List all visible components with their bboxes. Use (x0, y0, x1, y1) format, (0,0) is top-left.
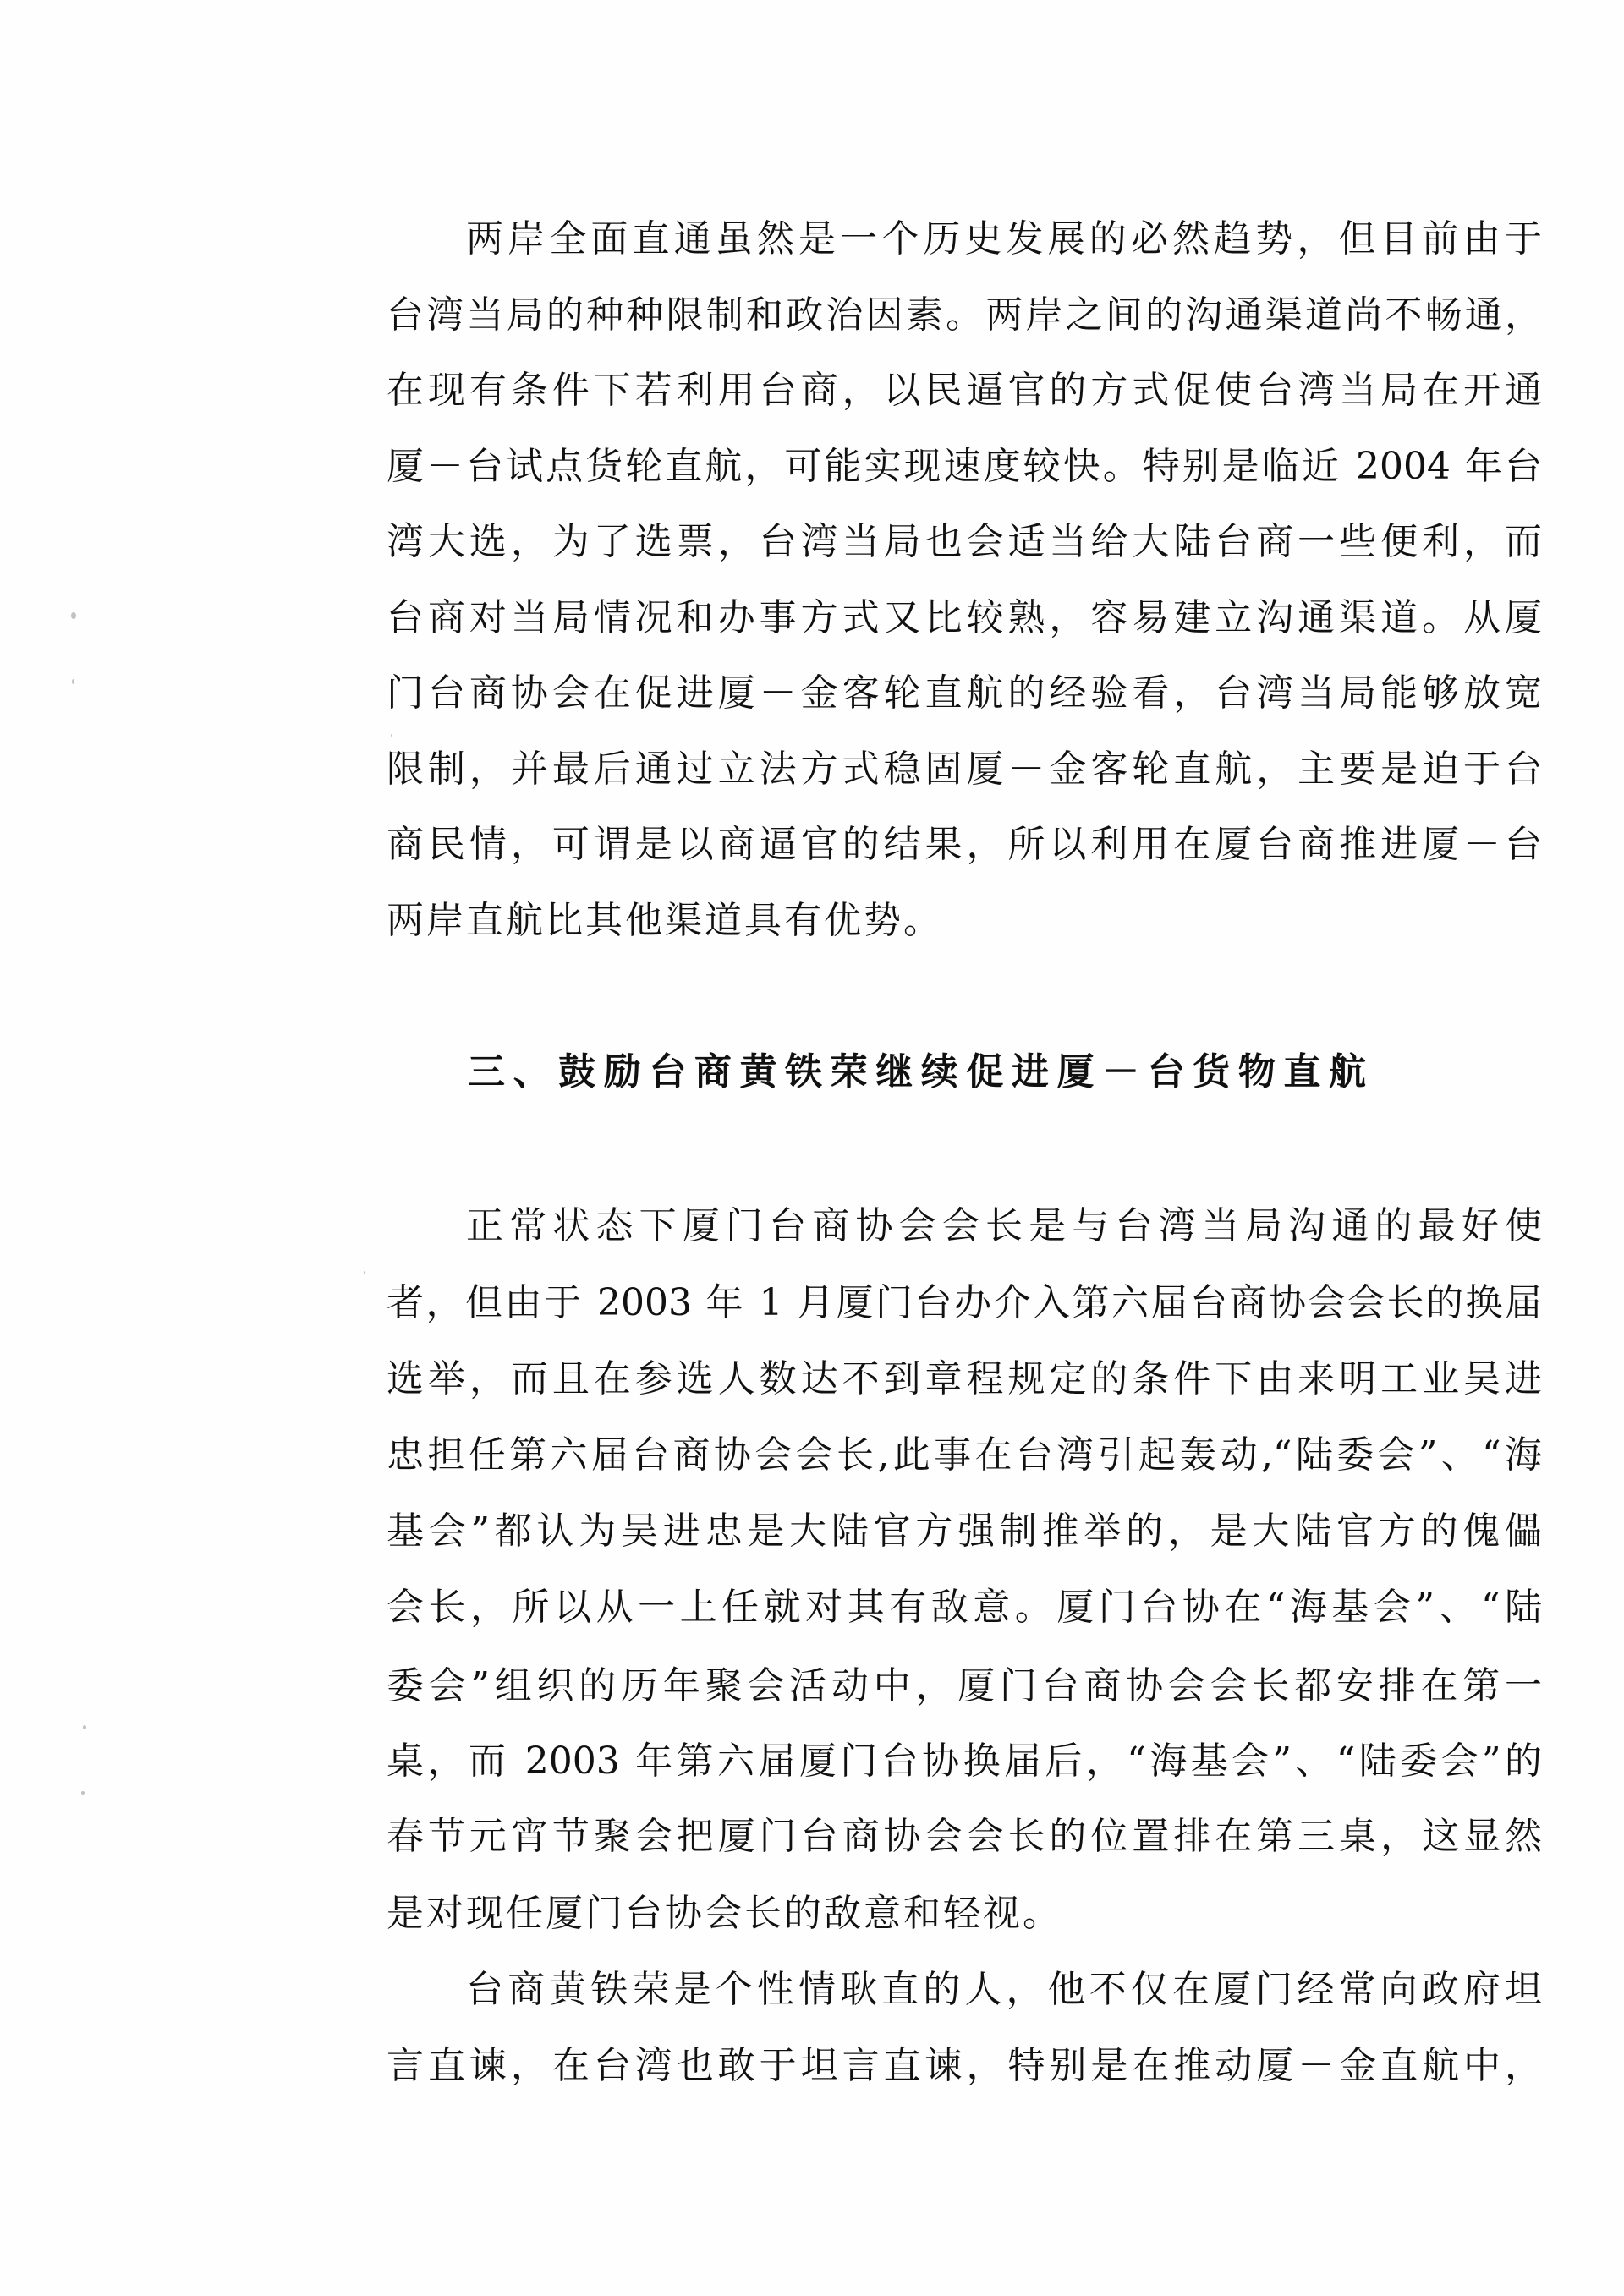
text-line: 桌，而 2003 年第六届厦门台协换届后，“海基会”、“陆委会”的 (387, 1740, 1542, 1783)
scan-speck (71, 612, 76, 619)
scan-speck (72, 679, 74, 684)
text-line: 两岸直航比其他渠道具有优势。 (387, 899, 943, 942)
scan-speck (81, 1791, 85, 1795)
text-line: 基会”都认为吴进忠是大陆官方强制推举的，是大陆官方的傀儡 (387, 1510, 1542, 1553)
text-line: 者，但由于 2003 年 1 月厦门台办介入第六届台商协会会长的换届 (387, 1281, 1542, 1324)
scan-speck (391, 734, 392, 737)
text-line: 是对现任厦门台协会长的敌意和轻视。 (387, 1892, 1062, 1935)
text-line: 两岸全面直通虽然是一个历史发展的必然趋势，但目前由于 (466, 217, 1542, 260)
scan-speck (83, 1725, 86, 1729)
section-heading: 三、鼓励台商黄铁荣继续促进厦－台货物直航 (468, 1050, 1366, 1093)
text-line: 台湾当局的种种限制和政治因素。两岸之间的沟通渠道尚不畅通， (387, 293, 1542, 337)
text-line: 限制，并最后通过立法方式稳固厦－金客轮直航，主要是迫于台 (387, 748, 1542, 791)
text-line: 正常状态下厦门台商协会会长是与台湾当局沟通的最好使 (466, 1204, 1542, 1247)
text-line: 门台商协会在促进厦－金客轮直航的经验看，台湾当局能够放宽 (387, 671, 1542, 715)
text-line: 委会”组织的历年聚会活动中，厦门台商协会会长都安排在第一 (387, 1664, 1542, 1707)
text-line: 言直谏，在台湾也敢于坦言直谏，特别是在推动厦－金直航中， (387, 2044, 1542, 2087)
scan-speck (364, 1271, 365, 1274)
text-line: 台商黄铁荣是个性情耿直的人，他不仅在厦门经常向政府坦 (466, 1968, 1542, 2011)
text-line: 选举，而且在参选人数达不到章程规定的条件下由来明工业吴进 (387, 1357, 1542, 1400)
text-line: 在现有条件下若利用台商，以民逼官的方式促使台湾当局在开通 (387, 369, 1542, 412)
text-line: 湾大选，为了选票，台湾当局也会适当给大陆台商一些便利，而 (387, 520, 1542, 563)
text-line: 忠担任第六届台商协会会长,此事在台湾引起轰动,“陆委会”、“海 (387, 1433, 1542, 1477)
text-line: 厦－台试点货轮直航，可能实现速度较快。特别是临近 2004 年台 (387, 445, 1542, 488)
text-line: 台商对当局情况和办事方式又比较熟，容易建立沟通渠道。从厦 (387, 596, 1542, 639)
text-line: 会长，所以从一上任就对其有敌意。厦门台协在“海基会”、“陆 (387, 1586, 1542, 1629)
text-line: 商民情，可谓是以商逼官的结果，所以利用在厦台商推进厦－台 (387, 823, 1542, 866)
text-line: 春节元宵节聚会把厦门台商协会会长的位置排在第三桌，这显然 (387, 1815, 1542, 1858)
